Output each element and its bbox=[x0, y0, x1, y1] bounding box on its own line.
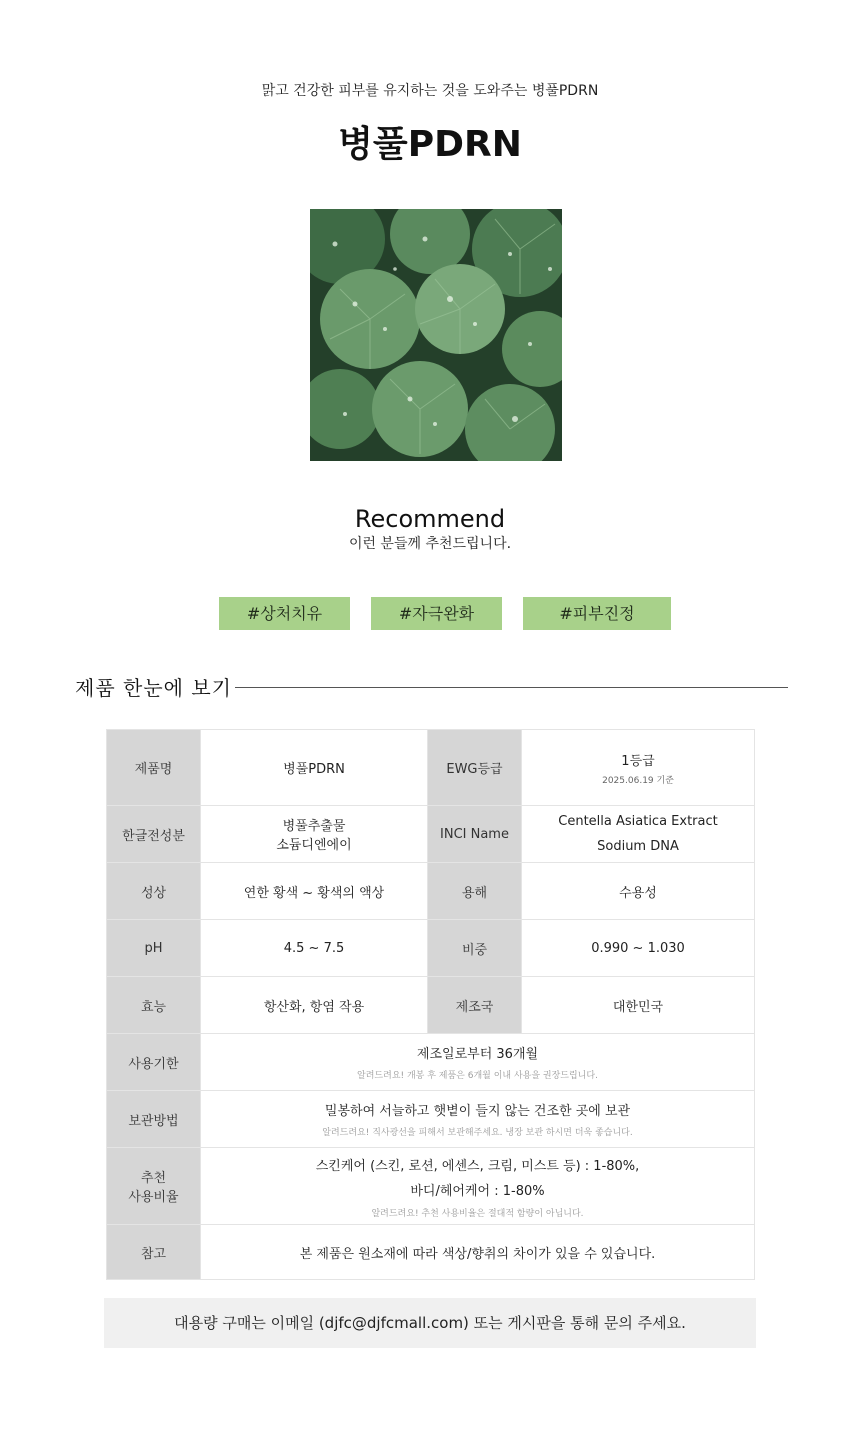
ph-label: pH bbox=[107, 920, 201, 977]
ratio-label-line2: 사용비율 bbox=[128, 1190, 179, 1205]
solubility-value: 수용성 bbox=[522, 863, 755, 920]
leaf-illustration bbox=[310, 209, 562, 461]
tag-skin-soothing: #피부진정 bbox=[523, 597, 671, 630]
efficacy-label: 효능 bbox=[107, 977, 201, 1034]
korean-ingredient-cell bbox=[201, 806, 428, 863]
centella-leaves-photo bbox=[310, 209, 562, 461]
ewg-cell bbox=[522, 730, 755, 806]
ratio-label-line1: 추천 bbox=[140, 1171, 167, 1186]
table-row bbox=[107, 863, 755, 920]
appearance-label: 성상 bbox=[107, 863, 201, 920]
storage-value: 밀봉하여 서늘하고 햇볕이 들지 않는 건조한 곳에 보관 bbox=[324, 1104, 631, 1119]
reference-label: 참고 bbox=[107, 1225, 201, 1280]
table-row bbox=[107, 1225, 755, 1280]
ratio-cell bbox=[201, 1148, 755, 1225]
gravity-label: 비중 bbox=[428, 920, 522, 977]
ewg-value: 1등급 bbox=[621, 753, 655, 769]
page-subtitle: 맑고 건강한 피부를 유지하는 것을 도와주는 병풀PDRN bbox=[261, 83, 599, 99]
country-label: 제조국 bbox=[428, 977, 522, 1034]
product-name-label: 제품명 bbox=[107, 730, 201, 806]
reference-value: 본 제품은 원소재에 따라 색상/향취의 차이가 있을 수 있습니다. bbox=[201, 1225, 755, 1280]
gravity-value: 0.990 ~ 1.030 bbox=[522, 920, 755, 977]
inci-line1: Centella Asiatica Extract bbox=[558, 814, 718, 829]
ewg-label: EWG등급 bbox=[428, 730, 522, 806]
section-divider bbox=[235, 687, 788, 688]
table-row bbox=[107, 977, 755, 1034]
section-header bbox=[75, 672, 788, 704]
efficacy-value: 항산화, 항염 작용 bbox=[201, 977, 428, 1034]
ratio-line2: 바디/헤어케어 : 1-80% bbox=[410, 1183, 545, 1199]
ratio-label-cell bbox=[107, 1148, 201, 1225]
table-row bbox=[107, 730, 755, 806]
recommend-title: Recommend bbox=[354, 505, 506, 533]
korean-ingredient-label: 한글전성분 bbox=[107, 806, 201, 863]
storage-cell bbox=[201, 1091, 755, 1148]
recommend-tags bbox=[0, 597, 860, 630]
ratio-line1: 스킨케어 (스킨, 로션, 에센스, 크림, 미스트 등) : 1-80%, bbox=[315, 1158, 640, 1174]
country-value: 대한민국 bbox=[522, 977, 755, 1034]
solubility-label: 용해 bbox=[428, 863, 522, 920]
shelf-life-label: 사용기한 bbox=[107, 1034, 201, 1091]
bulk-purchase-notice: 대용량 구매는 이메일 (djfc@djfcmall.com) 또는 게시판을 통해 문의 주세요. bbox=[104, 1298, 756, 1348]
section-title: 제품 한눈에 보기 bbox=[75, 672, 234, 701]
shelf-life-cell bbox=[201, 1034, 755, 1091]
storage-note: 알려드려요! 직사광선을 피해서 보관해주세요. 냉장 보관 하시면 더욱 좋습니다. bbox=[322, 1128, 633, 1138]
inci-label: INCI Name bbox=[428, 806, 522, 863]
storage-label: 보관방법 bbox=[107, 1091, 201, 1148]
table-row bbox=[107, 806, 755, 863]
product-name-value: 병풀PDRN bbox=[201, 730, 428, 806]
ratio-note: 알려드려요! 추천 사용비율은 절대적 함량이 아닙니다. bbox=[371, 1208, 584, 1219]
inci-line2: Sodium DNA bbox=[597, 839, 679, 854]
inci-cell bbox=[522, 806, 755, 863]
ewg-date-note: 2025.06.19 기준 bbox=[602, 775, 674, 786]
ph-value: 4.5 ~ 7.5 bbox=[201, 920, 428, 977]
page-title: 병풀PDRN bbox=[338, 124, 522, 165]
appearance-value: 연한 황색 ~ 황색의 액상 bbox=[201, 863, 428, 920]
table-row bbox=[107, 1148, 755, 1225]
table-row bbox=[107, 1091, 755, 1148]
table-row bbox=[107, 920, 755, 977]
tag-wound-healing: #상처치유 bbox=[219, 597, 350, 630]
recommend-subtitle: 이런 분들께 추천드립니다. bbox=[348, 536, 512, 552]
spec-table bbox=[106, 729, 755, 1280]
tag-irritation-relief: #자극완화 bbox=[371, 597, 502, 630]
shelf-life-note: 알려드려요! 개봉 후 제품은 6개월 이내 사용을 권장드립니다. bbox=[357, 1071, 598, 1081]
korean-ingredient-line2: 소듐디엔에이 bbox=[276, 838, 352, 853]
table-row bbox=[107, 1034, 755, 1091]
shelf-life-value: 제조일로부터 36개월 bbox=[416, 1047, 539, 1062]
korean-ingredient-line1: 병풀추출물 bbox=[282, 819, 346, 834]
